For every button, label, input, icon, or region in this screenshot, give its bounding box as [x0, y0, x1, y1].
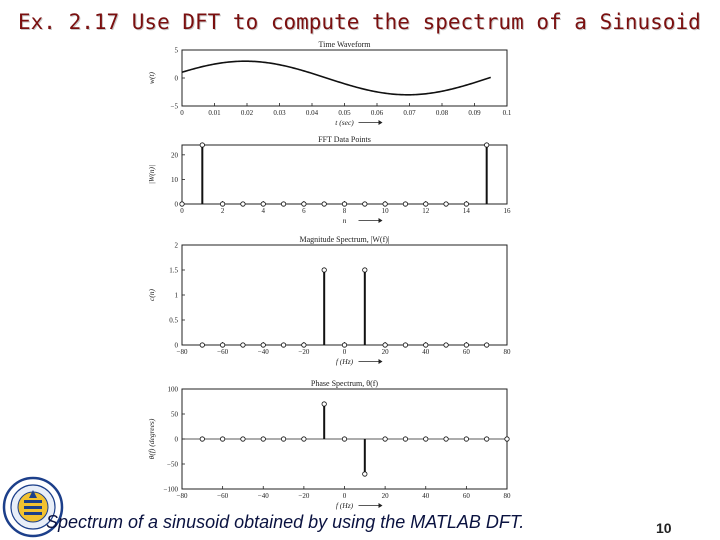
stem-marker	[424, 343, 428, 347]
x-tick-label: 0.03	[273, 109, 286, 117]
y-tick-label: 0	[174, 435, 178, 444]
x-tick-label: 0	[342, 492, 347, 500]
stem-marker	[281, 343, 285, 347]
x-tick-label: −40	[257, 348, 269, 356]
x-tick-label: 60	[462, 348, 470, 356]
stem-marker	[261, 437, 265, 441]
x-tick-label: 40	[422, 348, 430, 356]
stem-marker	[403, 202, 407, 206]
x-tick-label: 20	[381, 492, 389, 500]
stem-marker	[200, 437, 204, 441]
stem-marker	[444, 202, 448, 206]
y-tick-label: −5	[170, 102, 178, 111]
stem-marker	[444, 437, 448, 441]
x-tick-label: 0.06	[370, 109, 384, 117]
x-tick-label: 12	[422, 207, 430, 215]
stem-marker	[302, 437, 306, 441]
chart-panel-2	[147, 135, 511, 225]
stem-marker	[261, 202, 265, 206]
stem-marker	[424, 202, 428, 206]
stem-marker	[241, 343, 245, 347]
x-tick-label: 20	[381, 348, 389, 356]
x-tick-label: 10	[381, 207, 389, 215]
stem-marker	[505, 437, 509, 441]
y-tick-label: 0	[174, 341, 178, 350]
y-axis-label: c(n)	[147, 288, 156, 302]
x-tick-label: 8	[342, 207, 347, 215]
y-tick-label: 10	[171, 175, 178, 184]
slide-title: Ex. 2.17 Use DFT to compute the spectrum of a Sinusoid	[18, 10, 701, 34]
stem-marker	[342, 343, 346, 347]
y-tick-label: 0	[174, 200, 178, 209]
stem-marker	[302, 343, 306, 347]
stem-marker	[363, 268, 367, 272]
chart-panel-3	[147, 235, 511, 366]
x-tick-label: 0.09	[468, 109, 481, 117]
figure-caption: Spectrum of a sinusoid obtained by using the MATLAB DFT.	[46, 512, 525, 532]
y-tick-label: 100	[167, 385, 178, 394]
stem-marker	[281, 437, 285, 441]
stem-marker	[383, 202, 387, 206]
x-tick-label: 0	[342, 348, 347, 356]
stem-marker	[322, 202, 326, 206]
chart-title: Phase Spectrum, θ(f)	[310, 379, 379, 388]
y-tick-label: 20	[171, 151, 178, 160]
x-tick-label: −40	[257, 492, 269, 500]
stem-marker	[281, 202, 285, 206]
stem-marker	[180, 202, 184, 206]
x-tick-label: 0.07	[403, 109, 416, 117]
stem-marker	[403, 437, 407, 441]
y-tick-label: −100	[163, 485, 178, 494]
x-tick-label: 0.02	[240, 109, 254, 117]
x-tick-label: 6	[302, 207, 306, 215]
x-tick-label: 0.01	[208, 109, 221, 117]
x-tick-label: 4	[261, 207, 265, 215]
x-tick-label: 0.08	[435, 109, 449, 117]
stem-marker	[464, 343, 468, 347]
y-tick-label: −50	[167, 460, 178, 469]
x-tick-label: 0	[180, 207, 184, 215]
y-tick-label: 2	[174, 241, 178, 250]
x-tick-label: 2	[220, 207, 225, 215]
chart-title: FFT Data Points	[318, 135, 371, 144]
stem-marker	[484, 143, 488, 147]
x-tick-label: −80	[176, 492, 188, 500]
x-tick-label: 0.04	[305, 109, 319, 117]
page-number: 10	[656, 520, 672, 536]
x-tick-label: 16	[503, 207, 511, 215]
x-axis-label: f (Hz)	[335, 501, 354, 510]
chart-title: Magnitude Spectrum, |W(f)|	[299, 235, 390, 244]
x-axis-label: t (sec)	[335, 118, 354, 127]
waveform-line	[182, 61, 491, 95]
x-axis-arrowhead	[379, 218, 383, 223]
stem-marker	[363, 472, 367, 476]
stem-marker	[261, 343, 265, 347]
chart-panel-4	[147, 379, 511, 510]
plot-frame	[182, 145, 507, 204]
stem-marker	[220, 437, 224, 441]
x-tick-label: −60	[217, 348, 229, 356]
stem-marker	[464, 202, 468, 206]
x-tick-label: 0.05	[338, 109, 351, 117]
stem-marker	[342, 437, 346, 441]
stem-marker	[200, 343, 204, 347]
stem-marker	[383, 343, 387, 347]
y-tick-label: 5	[174, 46, 178, 55]
x-axis-arrowhead	[379, 503, 383, 508]
stem-marker	[322, 402, 326, 406]
x-tick-label: 0.1	[502, 109, 512, 117]
stem-marker	[424, 437, 428, 441]
stem-marker	[383, 437, 387, 441]
x-tick-label: −80	[176, 348, 188, 356]
y-tick-label: 50	[171, 410, 178, 419]
x-axis-arrowhead	[379, 120, 383, 125]
x-tick-label: −60	[217, 492, 229, 500]
stem-marker	[241, 202, 245, 206]
stem-marker	[403, 343, 407, 347]
x-axis-label: f (Hz)	[335, 357, 354, 366]
y-tick-label: 0.5	[169, 316, 178, 325]
stem-marker	[241, 437, 245, 441]
x-tick-label: −20	[298, 348, 310, 356]
stem-marker	[220, 202, 224, 206]
stem-marker	[484, 437, 488, 441]
x-tick-label: 80	[503, 348, 511, 356]
y-tick-label: 0	[174, 74, 178, 83]
plot-frame	[182, 50, 507, 106]
x-axis-label: n	[342, 216, 347, 225]
y-tick-label: 1	[174, 291, 178, 300]
x-tick-label: 80	[503, 492, 511, 500]
stem-marker	[342, 202, 346, 206]
chart-title: Time Waveform	[318, 40, 371, 49]
x-tick-label: −20	[298, 492, 310, 500]
stem-marker	[200, 143, 204, 147]
y-axis-label: θ(f) (degrees)	[147, 418, 156, 460]
y-axis-label: w(t)	[147, 71, 156, 85]
plot-frame	[182, 245, 507, 345]
stem-marker	[220, 343, 224, 347]
stem-marker	[302, 202, 306, 206]
x-tick-label: 14	[462, 207, 470, 215]
stem-marker	[484, 343, 488, 347]
x-axis-arrowhead	[379, 359, 383, 364]
stem-marker	[363, 202, 367, 206]
y-tick-label: 1.5	[169, 266, 178, 275]
x-tick-label: 0	[180, 109, 184, 117]
stem-marker	[322, 268, 326, 272]
x-tick-label: 60	[462, 492, 470, 500]
stem-marker	[444, 343, 448, 347]
chart-panel-1	[147, 40, 512, 127]
y-axis-label: |W(n)|	[147, 164, 156, 185]
x-tick-label: 40	[422, 492, 430, 500]
stem-marker	[464, 437, 468, 441]
